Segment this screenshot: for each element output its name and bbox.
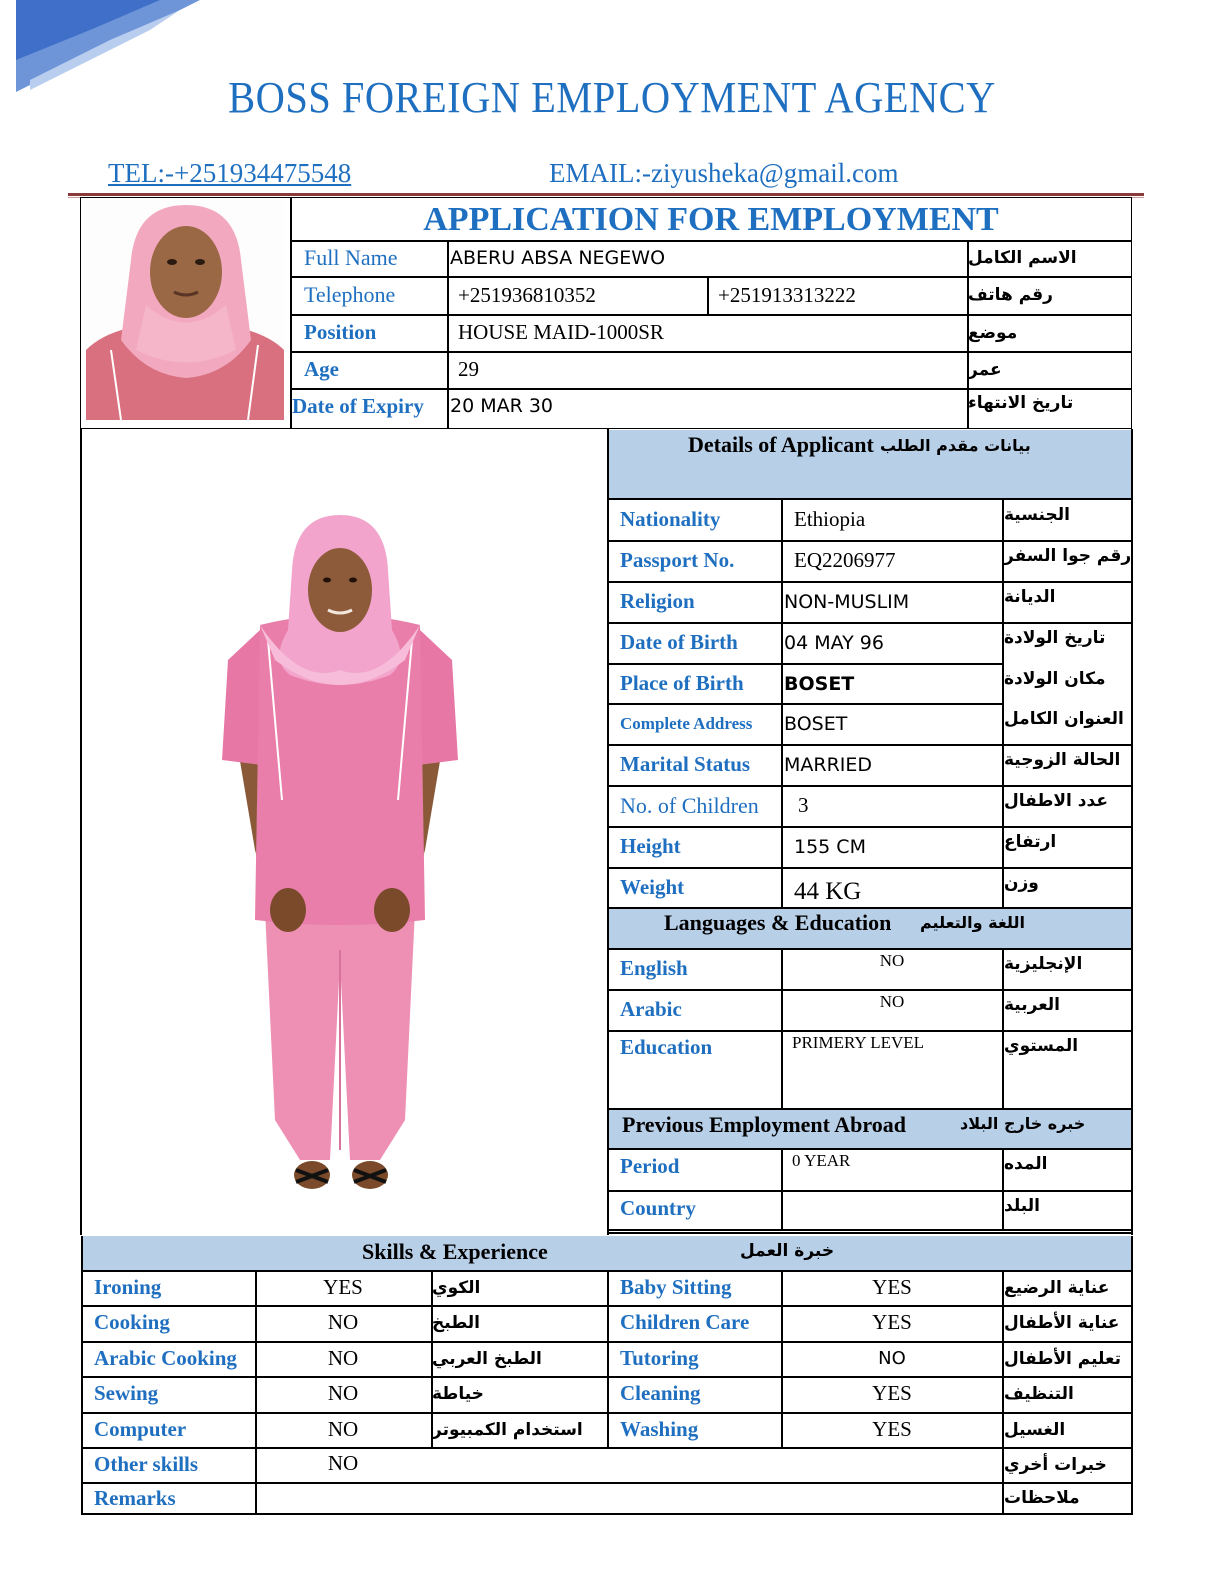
weight-label: Weight — [620, 875, 685, 899]
marital-status-label: Marital Status — [620, 752, 751, 776]
col-divider — [1131, 1236, 1133, 1514]
place-of-birth-value: BOSET — [784, 672, 855, 695]
nationality-label: Nationality — [620, 507, 721, 531]
height-arabic: ارتفاع — [1004, 831, 1057, 852]
col-divider — [1002, 1148, 1004, 1230]
remarks-label: Remarks — [94, 1485, 176, 1510]
arabic-value: NO — [879, 992, 905, 1011]
english-arabic: الإنجليزية — [1004, 954, 1083, 974]
cooking-arabic: الطبخ — [432, 1312, 480, 1333]
full-body-photo-icon — [200, 510, 480, 1200]
skills-header-ar: خبرة العمل — [740, 1241, 835, 1261]
cooking-label: Cooking — [94, 1310, 170, 1334]
row-divider — [607, 1232, 1133, 1234]
country-value — [782, 1190, 1002, 1216]
telephone-label: Telephone — [304, 282, 396, 307]
religion-arabic: الديانة — [1004, 586, 1056, 607]
height-value: 155 CM — [794, 835, 866, 858]
arabic-cooking-label: Arabic Cooking — [94, 1346, 237, 1370]
cleaning-arabic: التنظيف — [1004, 1383, 1074, 1404]
position-arabic: موضع — [968, 322, 1018, 343]
washing-arabic: الغسيل — [1004, 1419, 1066, 1440]
passport-no-arabic: رقم جوا السفر — [1004, 545, 1132, 566]
full-body-photo — [200, 510, 480, 1200]
sewing-value: NO — [327, 1381, 359, 1405]
arabic-cooking-value: NO — [327, 1346, 359, 1370]
period-value: 0 YEAR — [792, 1151, 851, 1170]
complete-address-label: Complete Address — [620, 713, 753, 733]
skills-header-en: Skills & Experience — [362, 1239, 548, 1264]
ironing-label: Ironing — [94, 1275, 162, 1299]
col-divider — [781, 1270, 783, 1447]
no-of-children-arabic: عدد الاطفال — [1004, 790, 1108, 811]
previous-header-en: Previous Employment Abroad — [622, 1112, 906, 1137]
remarks-value — [256, 1482, 1001, 1514]
full-name-value: ABERU ABSA NEGEWO — [450, 247, 666, 269]
baby-sitting-value: YES — [872, 1275, 912, 1299]
arabic-arabic: العربية — [1004, 995, 1061, 1015]
headshot-photo — [86, 200, 284, 420]
row-divider — [607, 785, 1133, 787]
date-of-expiry-arabic: تاريخ الانتهاء — [968, 393, 1074, 413]
baby-sitting-arabic: عناية الرضيع — [1004, 1277, 1110, 1298]
children-care-value: YES — [872, 1310, 912, 1334]
skills-header — [81, 1236, 1133, 1270]
row-divider — [607, 1229, 1133, 1231]
full-name-label: Full Name — [304, 245, 398, 270]
computer-value: NO — [327, 1417, 359, 1441]
place-of-birth-arabic: مكان الولادة — [1004, 668, 1106, 689]
date-of-birth-value: 04 MAY 96 — [784, 631, 884, 654]
row-divider — [607, 826, 1133, 828]
other-skills-value: NO — [327, 1450, 359, 1475]
nationality-value: Ethiopia — [794, 507, 866, 531]
position-value: HOUSE MAID-1000SR — [458, 320, 664, 344]
tutoring-value: NO — [878, 1348, 906, 1369]
period-arabic: المده — [1004, 1154, 1048, 1174]
full-name-arabic: الاسم الكامل — [968, 248, 1077, 268]
children-care-label: Children Care — [620, 1310, 750, 1334]
col-divider — [607, 1270, 609, 1447]
marital-status-value: MARRIED — [784, 753, 873, 776]
religion-label: Religion — [620, 589, 695, 613]
left-border — [80, 429, 82, 1235]
details-right-border — [1131, 429, 1133, 1235]
row-divider — [607, 663, 1003, 665]
english-label: English — [620, 956, 688, 980]
details-header-ar: بيانات مقدم الطلب — [880, 435, 1031, 455]
row-divider — [607, 703, 1003, 705]
position-label: Position — [304, 320, 377, 344]
tutoring-arabic: تعليم الأطفال — [1004, 1348, 1121, 1369]
portrait-photo-icon — [86, 200, 284, 420]
bottom-border — [81, 1513, 1133, 1515]
header-rule — [68, 193, 1144, 196]
remarks-arabic: ملاحظات — [1004, 1488, 1080, 1508]
ironing-arabic: الكوي — [432, 1277, 481, 1298]
religion-value: NON-MUSLIM — [784, 590, 910, 613]
date-of-birth-label: Date of Birth — [620, 630, 738, 654]
row-divider — [607, 581, 1133, 583]
row-divider — [607, 1108, 1133, 1110]
nationality-arabic: الجنسية — [1004, 504, 1070, 525]
row-divider — [607, 744, 1133, 746]
col-divider — [1002, 499, 1004, 907]
weight-value: 44 KG — [794, 877, 862, 905]
tutoring-label: Tutoring — [620, 1346, 699, 1370]
age-value: 29 — [458, 357, 479, 381]
previous-header-ar: خبره خارج البلاد — [960, 1113, 1086, 1133]
col-divider — [431, 1270, 433, 1447]
form-title: APPLICATION FOR EMPLOYMENT — [423, 201, 999, 238]
date-of-expiry-label: Date of Expiry — [292, 393, 424, 418]
computer-label: Computer — [94, 1417, 187, 1441]
languages-header-en: Languages & Education — [664, 910, 892, 935]
place-of-birth-label: Place of Birth — [620, 671, 744, 695]
country-arabic: البلد — [1004, 1196, 1040, 1216]
col-divider — [781, 948, 783, 1108]
telephone-value-2: +251913313222 — [718, 282, 856, 307]
period-label: Period — [620, 1153, 680, 1178]
weight-arabic: وزن — [1004, 872, 1039, 893]
sewing-arabic: خياطة — [432, 1383, 484, 1404]
education-value: PRIMERY LEVEL — [792, 1033, 925, 1052]
date-of-expiry-value: 20 MAR 30 — [450, 395, 554, 417]
baby-sitting-label: Baby Sitting — [620, 1275, 732, 1299]
languages-header-ar: اللغة والتعليم — [920, 912, 1025, 932]
cooking-value: NO — [327, 1310, 359, 1334]
col-divider — [781, 499, 783, 907]
no-of-children-value: 3 — [798, 793, 809, 817]
age-arabic: عمر — [968, 359, 1002, 380]
marital-status-arabic: الحالة الزوجية — [1004, 749, 1121, 770]
row-divider — [607, 867, 1133, 869]
other-skills-label: Other skills — [94, 1452, 199, 1476]
col-divider — [255, 1270, 257, 1514]
computer-arabic: استخدام الكمبيوتر — [432, 1419, 583, 1440]
education-label: Education — [620, 1034, 713, 1059]
children-care-arabic: عناية الأطفال — [1004, 1312, 1120, 1333]
cleaning-label: Cleaning — [620, 1381, 701, 1405]
passport-no-label: Passport No. — [620, 548, 735, 572]
sewing-label: Sewing — [94, 1381, 159, 1405]
education-arabic: المستوي — [1004, 1036, 1079, 1056]
row-divider — [607, 907, 1133, 909]
complete-address-value: BOSET — [784, 712, 848, 735]
washing-label: Washing — [620, 1417, 699, 1441]
age-label: Age — [304, 357, 339, 381]
ironing-value: YES — [323, 1275, 363, 1299]
row-divider — [607, 540, 1133, 542]
col-divider — [1002, 1270, 1004, 1514]
country-label: Country — [620, 1195, 696, 1220]
english-value: NO — [879, 951, 905, 970]
cleaning-value: YES — [872, 1381, 912, 1405]
agency-name: BOSS FOREIGN EMPLOYMENT AGENCY — [228, 73, 996, 122]
arabic-cooking-arabic: الطبخ العربي — [432, 1348, 542, 1369]
arabic-label: Arabic — [620, 997, 682, 1021]
details-header-en: Details of Applicant — [688, 432, 874, 457]
complete-address-arabic: العنوان الكامل — [1004, 708, 1124, 729]
date-of-birth-arabic: تاريخ الولادة — [1004, 627, 1106, 648]
telephone-arabic: رقم هاتف — [968, 285, 1053, 305]
telephone-value-1: +251936810352 — [458, 282, 596, 307]
no-of-children-label: No. of Children — [620, 792, 759, 818]
col-divider — [81, 1236, 83, 1514]
washing-value: YES — [872, 1417, 912, 1441]
agency-telephone-link[interactable]: TEL:-+251934475548 — [108, 158, 352, 188]
col-divider — [1002, 948, 1004, 1108]
other-skills-arabic: خبرات أخري — [1004, 1454, 1107, 1475]
agency-email: EMAIL:-ziyusheka@gmail.com — [549, 158, 899, 188]
row-divider — [607, 622, 1133, 624]
col-divider — [781, 1148, 783, 1230]
height-label: Height — [620, 834, 681, 858]
passport-no-value: EQ2206977 — [794, 548, 896, 572]
